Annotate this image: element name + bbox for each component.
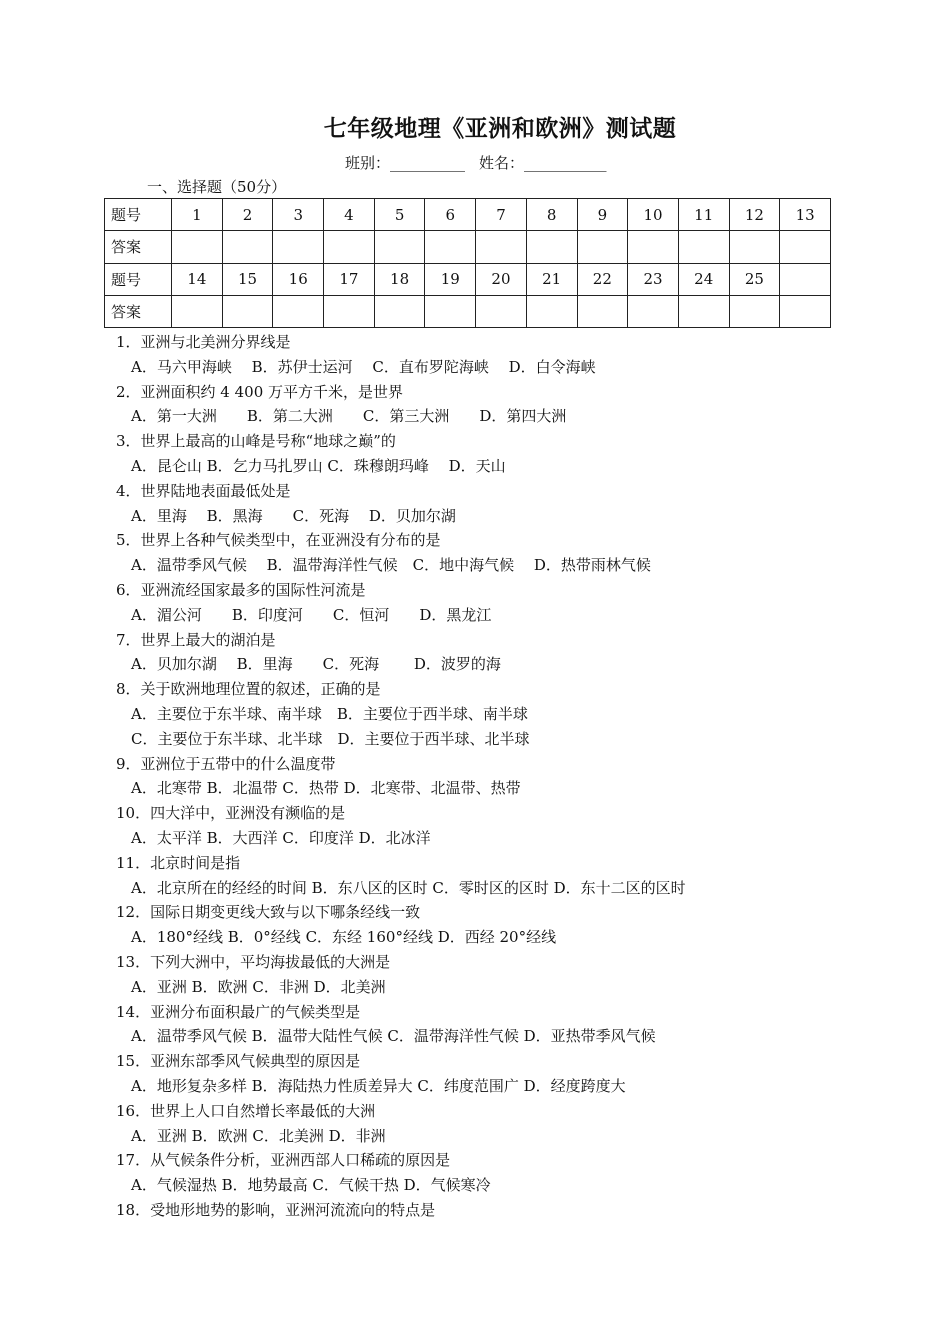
question-text: 7．世界上最大的湖泊是 xyxy=(116,630,276,649)
question-number: 12 xyxy=(729,199,780,231)
question-text: 3．世界上最高的山峰是号称“地球之巅”的 xyxy=(116,432,396,451)
question-text: 18．受地形地势的影响，亚洲河流流向的特点是 xyxy=(116,1200,436,1219)
question-text: 15．亚洲东部季风气候典型的原因是 xyxy=(116,1052,361,1071)
question-number xyxy=(780,263,831,295)
question-number: 20 xyxy=(476,263,527,295)
question-options: C．主要位于东半球、北半球 D．主要位于西半球、北半球 xyxy=(131,729,530,748)
answer-cell xyxy=(780,295,831,327)
question-text: 10．四大洋中，亚洲没有濒临的是 xyxy=(116,804,346,823)
question-number: 10 xyxy=(628,199,679,231)
question-options: A．贝加尔湖 B．里海 C．死海 D．波罗的海 xyxy=(131,655,501,674)
page-title: 七年级地理《亚洲和欧洲》测试题 xyxy=(323,115,677,142)
question-number: 5 xyxy=(374,199,425,231)
answer-cell xyxy=(172,231,223,263)
question-number: 13 xyxy=(780,199,831,231)
answer-cell xyxy=(273,231,324,263)
answer-cell xyxy=(729,295,780,327)
question-options: A．亚洲 B．欧洲 C．非洲 D．北美洲 xyxy=(131,977,386,996)
answer-cell xyxy=(780,231,831,263)
question-options: A．湄公河 B．印度河 C．恒河 D．黑龙江 xyxy=(131,605,492,624)
question-options: A．温带季风气候 B．温带海洋性气候 C．地中海气候 D．热带雨林气候 xyxy=(131,556,651,575)
answer-cell xyxy=(222,295,273,327)
question-text: 9．亚洲位于五带中的什么温度带 xyxy=(116,754,336,773)
answer-cell xyxy=(628,231,679,263)
question-text: 13．下列大洲中，平均海拔最低的大洲是 xyxy=(116,952,391,971)
question-text: 6．亚洲流经国家最多的国际性河流是 xyxy=(116,580,366,599)
question-number: 22 xyxy=(577,263,628,295)
row-header: 题号 xyxy=(105,199,172,231)
question-text: 5．世界上各种气候类型中，在亚洲没有分布的是 xyxy=(116,531,441,550)
answer-cell xyxy=(425,231,476,263)
question-number: 3 xyxy=(273,199,324,231)
table-row-numbers-2 xyxy=(105,263,831,295)
question-text: 11．北京时间是指 xyxy=(116,853,241,872)
answer-cell xyxy=(628,295,679,327)
answer-cell xyxy=(526,295,577,327)
table-row-numbers-1 xyxy=(105,199,831,231)
student-info-line xyxy=(345,152,607,173)
question-number: 8 xyxy=(526,199,577,231)
class-field-label: 班别：__________ xyxy=(345,154,466,172)
question-text: 17．从气候条件分析，亚洲西部人口稀疏的原因是 xyxy=(116,1151,451,1170)
answer-cell xyxy=(374,295,425,327)
answer-cell xyxy=(476,295,527,327)
answer-cell xyxy=(577,231,628,263)
answer-cell xyxy=(577,295,628,327)
question-options: A．温带季风气候 B．温带大陆性气候 C．温带海洋性气候 D．亚热带季风气候 xyxy=(131,1027,656,1046)
question-number: 21 xyxy=(526,263,577,295)
answer-cell xyxy=(222,231,273,263)
table-row-answers-1 xyxy=(105,231,831,263)
question-number: 2 xyxy=(222,199,273,231)
answer-cell xyxy=(425,295,476,327)
question-list xyxy=(116,330,686,1223)
answer-cell xyxy=(729,231,780,263)
row-header: 题号 xyxy=(105,263,172,295)
question-number: 24 xyxy=(678,263,729,295)
answer-cell xyxy=(678,295,729,327)
question-text: 2．亚洲面积约 4 400 万平方千米，是世界 xyxy=(116,382,404,401)
question-number: 4 xyxy=(324,199,375,231)
question-options: A．主要位于东半球、南半球 B．主要位于西半球、南半球 xyxy=(131,704,528,723)
question-number: 7 xyxy=(476,199,527,231)
question-text: 4．世界陆地表面最低处是 xyxy=(116,481,291,500)
question-text: 16．世界上人口自然增长率最低的大洲 xyxy=(116,1101,376,1120)
question-number: 19 xyxy=(425,263,476,295)
question-number: 23 xyxy=(628,263,679,295)
question-options: A．北京所在的经经的时间 B．东八区的区时 C．零时区的区时 D．东十二区的区时 xyxy=(131,878,686,897)
answer-cell xyxy=(273,295,324,327)
question-text: 12．国际日期变更线大致与以下哪条经线一致 xyxy=(116,903,421,922)
question-number: 25 xyxy=(729,263,780,295)
question-number: 1 xyxy=(172,199,223,231)
question-number: 14 xyxy=(172,263,223,295)
answer-header: 答案 xyxy=(105,295,172,327)
section-heading: 一、选择题（50分） xyxy=(147,178,287,196)
question-number: 18 xyxy=(374,263,425,295)
question-options: A．地形复杂多样 B．海陆热力性质差异大 C．纬度范围广 D．经度跨度大 xyxy=(131,1076,626,1095)
question-number: 6 xyxy=(425,199,476,231)
question-options: A．亚洲 B．欧洲 C．北美洲 D．非洲 xyxy=(131,1126,386,1145)
question-options: A．北寒带 B．北温带 C．热带 D．北寒带、北温带、热带 xyxy=(131,779,521,798)
question-options: A．气候湿热 B．地势最高 C．气候干热 D．气候寒冷 xyxy=(131,1176,491,1195)
answer-cell xyxy=(526,231,577,263)
answer-cell xyxy=(324,231,375,263)
question-options: A．180°经线 B．0°经线 C．东经 160°经线 D．西经 20°经线 xyxy=(131,928,557,947)
answer-header: 答案 xyxy=(105,231,172,263)
question-options: A．太平洋 B．大西洋 C．印度洋 D．北冰洋 xyxy=(131,828,431,847)
answer-cell xyxy=(678,231,729,263)
table-row-answers-2 xyxy=(105,295,831,327)
question-number: 17 xyxy=(324,263,375,295)
answer-cell xyxy=(476,231,527,263)
answer-cell xyxy=(172,295,223,327)
question-number: 9 xyxy=(577,199,628,231)
question-text: 1．亚洲与北美洲分界线是 xyxy=(116,333,291,351)
answer-cell xyxy=(324,295,375,327)
question-options: A．里海 B．黑海 C．死海 D．贝加尔湖 xyxy=(131,506,456,525)
question-text: 14．亚洲分布面积最广的气候类型是 xyxy=(116,1002,361,1021)
question-options: A．第一大洲 B．第二大洲 C．第三大洲 D．第四大洲 xyxy=(131,407,567,426)
question-number: 16 xyxy=(273,263,324,295)
question-number: 15 xyxy=(222,263,273,295)
name-field-label: 姓名：___________ xyxy=(479,154,607,172)
answer-cell xyxy=(374,231,425,263)
question-text: 8．关于欧洲地理位置的叙述，正确的是 xyxy=(116,680,381,699)
answer-table xyxy=(104,198,831,328)
question-options: A．昆仑山 B．乞力马扎罗山 C．珠穆朗玛峰 D．天山 xyxy=(131,456,506,475)
question-options: A．马六甲海峡 B．苏伊士运河 C．直布罗陀海峡 D．白令海峡 xyxy=(131,357,596,376)
question-number: 11 xyxy=(678,199,729,231)
